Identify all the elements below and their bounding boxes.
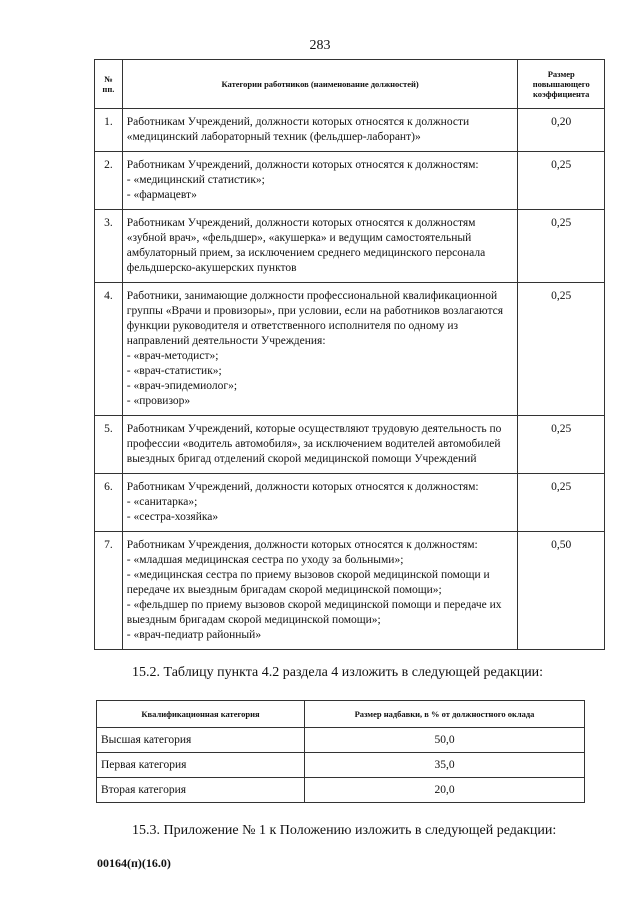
row-qualification: Первая категория <box>97 753 305 778</box>
paragraph-15-3: 15.3. Приложение № 1 к Положению изложить в следующей редакции: <box>132 823 557 838</box>
row-category: Работникам Учреждений, должности которых относятся к должностям «зубной врач», «фельдшер», «акушерка» и ведущим самостоятельный амбулаторный прием, за исключением среднего медицинского персонала фельдшерско-акушерских пунктов <box>122 210 518 283</box>
table-row <box>95 283 605 416</box>
row-coefficient: 0,25 <box>518 283 605 416</box>
row-number: 2. <box>95 152 123 210</box>
header-number: № пп. <box>95 60 123 109</box>
header-coefficient: Размер повышающего коэффициента <box>518 60 605 109</box>
allowance-table <box>96 700 585 803</box>
table-row <box>97 753 585 778</box>
row-coefficient: 0,25 <box>518 152 605 210</box>
table-row <box>95 532 605 650</box>
document-code: 00164(п)(16.0) <box>97 856 171 870</box>
row-allowance: 20,0 <box>305 778 585 803</box>
row-allowance: 50,0 <box>305 728 585 753</box>
row-coefficient: 0,25 <box>518 474 605 532</box>
coefficient-table <box>94 59 605 650</box>
paragraph-15-2: 15.2. Таблицу пункта 4.2 раздела 4 изложить в следующей редакции: <box>132 665 544 680</box>
row-qualification: Вторая категория <box>97 778 305 803</box>
row-number: 3. <box>95 210 123 283</box>
header-category: Категории работников (наименование должностей) <box>122 60 518 109</box>
page-number: 283 <box>309 38 331 53</box>
table-row <box>95 416 605 474</box>
row-category: Работникам Учреждений, должности которых относятся к должностям: - «медицинский статистик»; - «фармацевт» <box>122 152 518 210</box>
table-row <box>97 728 585 753</box>
row-coefficient: 0,20 <box>518 109 605 152</box>
row-coefficient: 0,25 <box>518 416 605 474</box>
row-number: 1. <box>95 109 123 152</box>
row-number: 5. <box>95 416 123 474</box>
row-coefficient: 0,50 <box>518 532 605 650</box>
row-allowance: 35,0 <box>305 753 585 778</box>
row-coefficient: 0,25 <box>518 210 605 283</box>
row-qualification: Высшая категория <box>97 728 305 753</box>
table-row <box>95 109 605 152</box>
table-row <box>95 210 605 283</box>
row-number: 7. <box>95 532 123 650</box>
header-allowance: Размер надбавки, в % от должностного оклада <box>305 701 585 728</box>
row-number: 4. <box>95 283 123 416</box>
table-row <box>97 778 585 803</box>
row-category: Работникам Учреждений, которые осуществляют трудовую деятельность по профессии «водитель автомобиля», за исключением водителей автомобилей выездных бригад отделений скорой медицинской помощи Учреждений <box>122 416 518 474</box>
table-header-row <box>95 60 605 109</box>
table-row <box>95 474 605 532</box>
row-category: Работникам Учреждений, должности которых относятся к должностям: - «санитарка»; - «сестра-хозяйка» <box>122 474 518 532</box>
table-row <box>95 152 605 210</box>
row-category: Работникам Учреждения, должности которых относятся к должностям: - «младшая медицинская сестра по уходу за больными»; - «медицинская сестра по приему вызовов скорой медицинской помощи и передаче их выездным бригадам скорой медицинской помощи»; - «фельдшер по приему вызовов скорой медицинской помощи и передаче их выездным бригадам скорой медицинской помощи»; - «врач-педиатр районный» <box>122 532 518 650</box>
header-qualification: Квалификационная категория <box>97 701 305 728</box>
row-category: Работникам Учреждений, должности которых относятся к должности «медицинский лабораторный техник (фельдшер-лаборант)» <box>122 109 518 152</box>
row-number: 6. <box>95 474 123 532</box>
row-category: Работники, занимающие должности профессиональной квалификационной группы «Врачи и провизоры», при условии, если на работников возлагаются функции руководителя и ответственного исполнителя по одному из направлений деятельности Учреждения: - «врач-методист»; - «врач-статистик»; - «врач-эпидемиолог»; - «провизор» <box>122 283 518 416</box>
table-header-row <box>97 701 585 728</box>
